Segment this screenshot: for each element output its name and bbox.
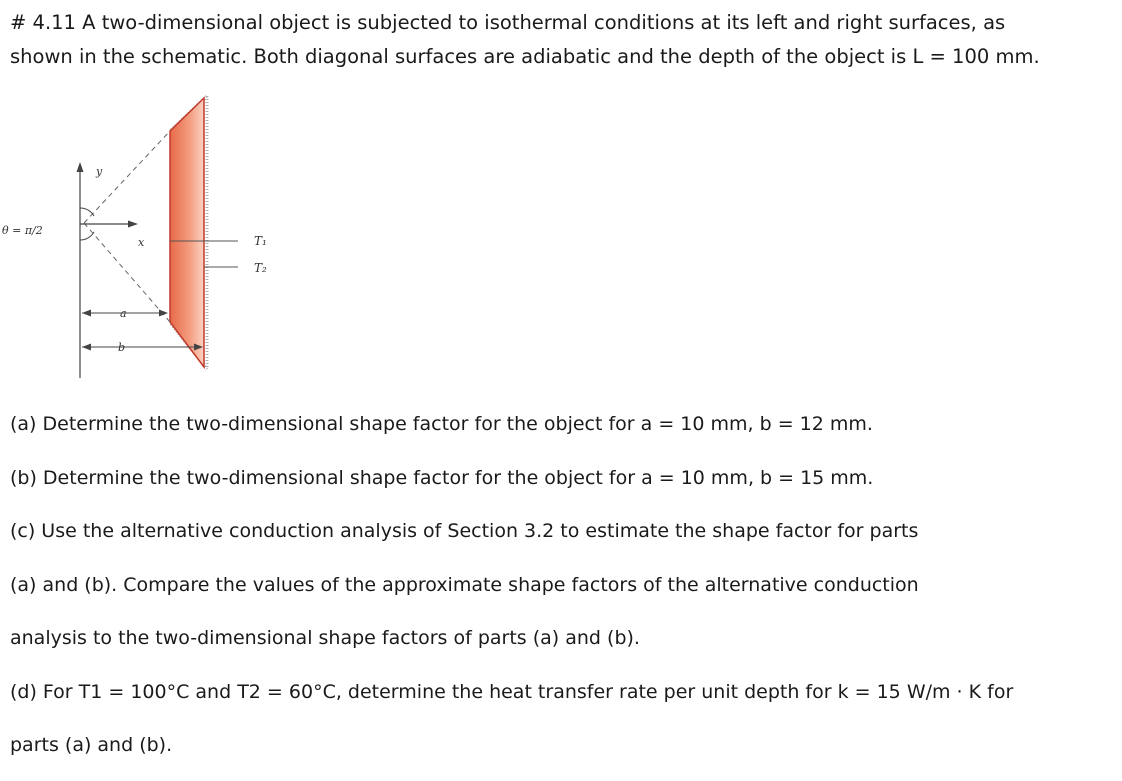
x-axis-arrowhead	[128, 221, 138, 228]
dashed-line-lower	[84, 223, 170, 322]
schematic-figure	[0, 88, 300, 388]
part-d-text-line-2: parts (a) and (b).	[10, 734, 173, 756]
theta-label: θ = π/2	[2, 224, 43, 237]
part-c-text-line-3: analysis to the two-dimensional shape factors of parts (a) and (b).	[10, 627, 640, 649]
problem-statement-line-1: # 4.11 A two-dimensional object is subjected to isothermal conditions at its left and right surfaces, as	[10, 11, 1006, 34]
schematic-svg	[0, 88, 300, 388]
t1-label: T₁	[254, 234, 267, 248]
problem-statement	[10, 6, 1110, 74]
y-axis-label: y	[96, 165, 103, 178]
t2-label: T₂	[254, 261, 267, 275]
part-a-text: (a) Determine the two-dimensional shape factor for the object for a = 10 mm, b = 12 mm.	[10, 413, 873, 435]
problem-parts	[10, 406, 1115, 781]
x-axis-label: x	[138, 236, 145, 249]
dimension-a-arrow-left	[82, 310, 91, 317]
part-c-text-line-1: (c) Use the alternative conduction analysis of Section 3.2 to estimate the shape factor for parts	[10, 520, 919, 542]
a-label: a	[120, 307, 127, 320]
dimension-a-arrow-right	[159, 310, 168, 317]
b-label: b	[118, 341, 126, 354]
dimension-b-arrow-left	[82, 344, 91, 351]
problem-statement-line-2: shown in the schematic. Both diagonal surfaces are adiabatic and the depth of the object is L = 100 mm.	[10, 45, 1040, 68]
object-body	[170, 98, 204, 367]
y-axis-arrowhead	[77, 162, 84, 172]
theta-arc-lower	[80, 232, 94, 240]
part-d-text-line-1: (d) For T1 = 100°C and T2 = 60°C, determine the heat transfer rate per unit depth for k = 15 W/m · K for	[10, 680, 1014, 703]
part-c-text-line-2: (a) and (b). Compare the values of the approximate shape factors of the alternative conduction	[10, 573, 919, 596]
part-b-text: (b) Determine the two-dimensional shape factor for the object for a = 10 mm, b = 15 mm.	[10, 466, 874, 489]
